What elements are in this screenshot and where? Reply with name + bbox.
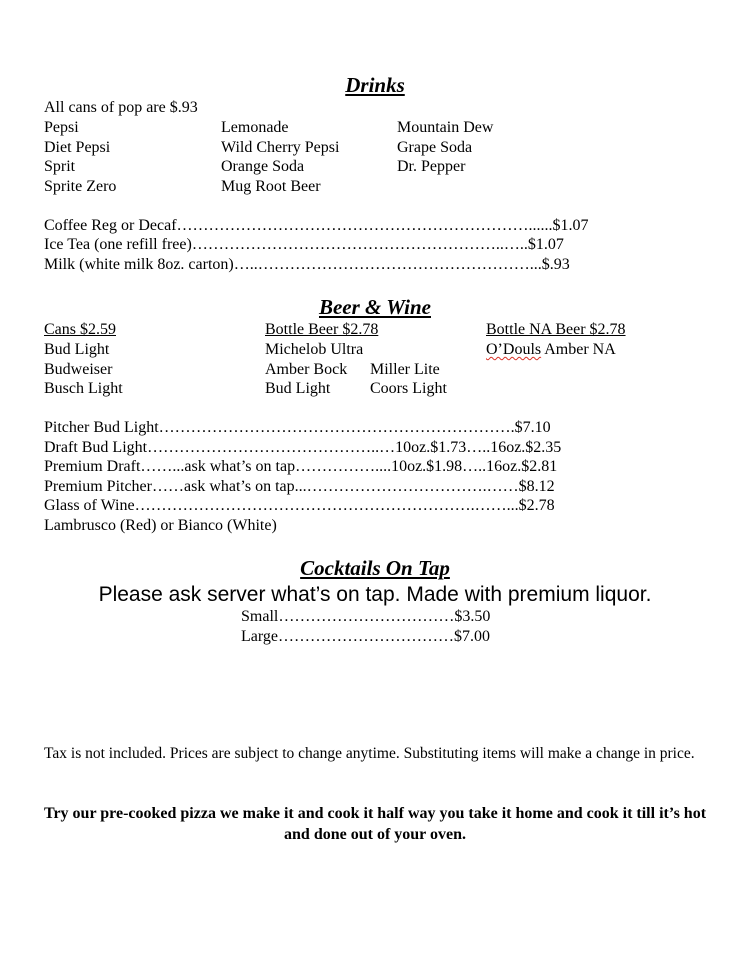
- beer-item: Bud Light: [44, 341, 110, 358]
- drink-price-line: Ice Tea (one refill free)…………………………………………………..…..$1.07: [44, 236, 564, 253]
- beer-price-line: Glass of Wine……………………………………………………….……...$2.78: [44, 497, 555, 514]
- drinks-heading: Drinks: [345, 73, 405, 97]
- beer-price-line: Premium Draft……...ask what’s on tap……………....10oz.$1.98…..16oz.$2.81: [44, 458, 558, 475]
- beer-wine-heading: Beer & Wine: [318, 295, 431, 319]
- beer-item: Busch Light: [44, 380, 123, 397]
- pop-item: Diet Pepsi: [44, 139, 111, 156]
- na-brand-spellcheck: O’Douls: [486, 341, 542, 358]
- beer-item: Coors Light: [370, 380, 447, 397]
- beer-item: Michelob Ultra: [265, 341, 364, 358]
- pop-item: Dr. Pepper: [397, 158, 466, 175]
- cocktail-large-price: Large……………………………$7.00: [241, 628, 491, 645]
- pop-item: Pepsi: [44, 119, 79, 136]
- beer-item: Amber Bock: [265, 361, 348, 378]
- pizza-promo: Try our pre-cooked pizza we make it and cook it half way you take it home and cook it till it’s hot and done out of your oven.: [43, 805, 707, 843]
- cans-pop-note: All cans of pop are $.93: [44, 99, 198, 116]
- pop-item: Mountain Dew: [397, 119, 494, 136]
- beer-price-line: Pitcher Bud Light………………………………………………………….$7.10: [44, 419, 551, 436]
- tax-note: Tax is not included. Prices are subject to change anytime. Substituting items will make a change in price.: [44, 745, 695, 762]
- cocktails-subtitle: Please ask server what’s on tap. Made with premium liquor.: [98, 583, 652, 606]
- pop-item: Orange Soda: [221, 158, 305, 175]
- cocktails-heading: Cocktails On Tap: [300, 556, 450, 580]
- na-beer-rest: Amber NA: [541, 341, 616, 358]
- beer-price-line: Draft Bud Light……………………………………..…10oz.$1.73…..16oz.$2.35: [44, 439, 562, 456]
- pop-item: Lemonade: [221, 119, 289, 136]
- pop-item: Sprite Zero: [44, 178, 117, 195]
- na-beer-header: Bottle NA Beer $2.78: [486, 321, 626, 338]
- beer-item: Miller Lite: [370, 361, 440, 378]
- drink-price-line: Coffee Reg or Decaf…………………………………………………………......$1.07: [44, 217, 589, 234]
- pop-item: Grape Soda: [397, 139, 473, 156]
- pop-item: Mug Root Beer: [221, 178, 321, 195]
- beer-price-line: Premium Pitcher……ask what’s on tap...…………………………….……$8.12: [44, 478, 555, 495]
- drink-price-line: Milk (white milk 8oz. carton)…..……………………………………………...$.93: [44, 256, 570, 273]
- bottle-header: Bottle Beer $2.78: [265, 321, 379, 338]
- cans-header: Cans $2.59: [44, 321, 116, 338]
- cocktail-small-price: Small……………………………$3.50: [241, 608, 491, 625]
- beer-item: Bud Light: [265, 380, 331, 397]
- na-beer-item: [486, 340, 616, 360]
- beer-price-line: Lambrusco (Red) or Bianco (White): [44, 517, 277, 534]
- pop-item: Sprit: [44, 158, 76, 175]
- beer-item: Budweiser: [44, 361, 113, 378]
- pop-item: Wild Cherry Pepsi: [221, 139, 340, 156]
